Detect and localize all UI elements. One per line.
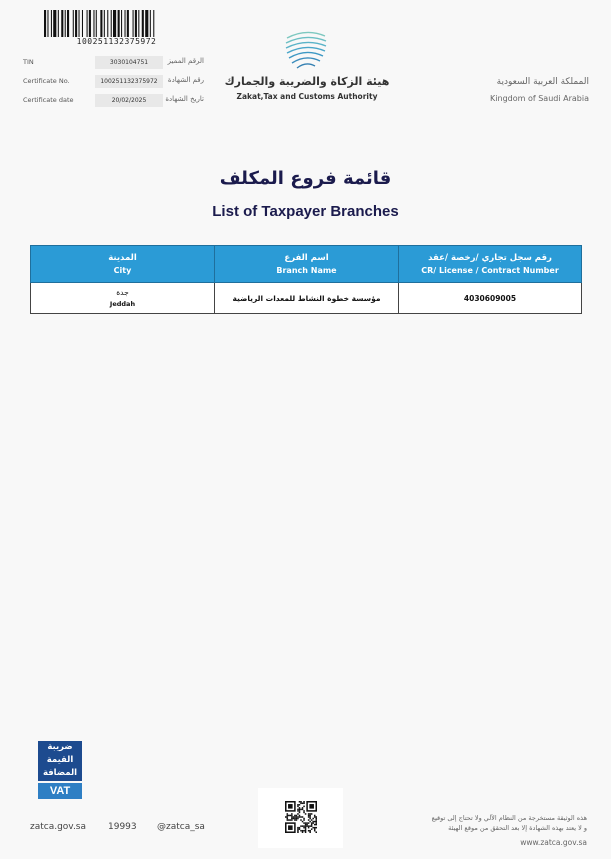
vat-logo (38, 741, 82, 799)
footer-website: zatca.gov.sa (30, 822, 87, 832)
certificate-number-label-ar: رقم الشهادة (167, 76, 204, 84)
page-title-en: List of Taxpayer Branches (212, 203, 399, 220)
cert-row-tin (20, 55, 204, 74)
footer-notice (347, 813, 587, 833)
vat-logo-ar (38, 741, 82, 781)
authority-name-en: Zakat,Tax and Customs Authority (236, 92, 378, 101)
tin-value: 3030104751 (95, 56, 163, 69)
vat-logo-ar-line3: المضافة (42, 768, 78, 778)
tin-label: TIN (23, 58, 34, 66)
cell-city-en: Jeddah (109, 300, 136, 308)
footer-handle: @zatca_sa (157, 822, 205, 832)
cell-cr-number: 4030609005 (399, 283, 582, 314)
vat-logo-en: VAT (38, 783, 82, 799)
header-branch-name-en: Branch Name (276, 266, 337, 275)
cell-city (31, 283, 215, 314)
certificate-date-value: 20/02/2025 (95, 94, 163, 107)
header-city-ar: المدينة (108, 253, 137, 263)
footer-notice-url: www.zatca.gov.sa (520, 838, 587, 847)
qr-code-icon (285, 801, 317, 833)
barcode-number: 100251132375972 (44, 37, 189, 46)
certificate-date-label-ar: تاريخ الشهادة (165, 95, 204, 103)
cert-row-date (20, 93, 204, 112)
header-city-en: City (113, 266, 132, 275)
footer-phone: 19993 (108, 822, 137, 832)
footer-notice-line1: هذه الوثيقة مستخرجة من النظام الآلي ولا تحتاج إلى توقيع (431, 814, 587, 822)
zatca-logo-icon (283, 28, 329, 72)
kingdom-name-ar: المملكة العربية السعودية (496, 77, 589, 87)
certificate-info (20, 55, 204, 112)
header-branch-name (215, 246, 399, 283)
certificate-date-label: Certificate date (23, 96, 74, 104)
header-city (31, 246, 215, 283)
page-title-ar: قائمة فروع المكلف (219, 168, 392, 189)
cert-row-number (20, 74, 204, 93)
header-branch-name-ar: اسم الفرع (284, 253, 329, 263)
header-cr-number-en: CR/ License / Contract Number (421, 266, 559, 275)
kingdom-name-en: Kingdom of Saudi Arabia (490, 94, 589, 103)
vat-logo-ar-line1: ضريبة (47, 742, 73, 752)
vat-logo-ar-line2: القيمة (46, 755, 74, 765)
tin-label-ar: الرقم المميز (167, 57, 204, 65)
header-cr-number (399, 246, 582, 283)
cell-city-ar: جدة (116, 288, 129, 297)
certificate-number-value: 100251132375972 (95, 75, 163, 88)
table-header-row (31, 246, 582, 283)
table-row (31, 283, 582, 314)
footer-notice-line2: و لا يعتد بهذه الشهادة إلا بعد التحقق من موقع الهيئة (448, 824, 587, 832)
authority-name-ar: هيئة الزكاة والضريبة والجمارك (224, 75, 390, 88)
header-cr-number-ar: رقم سجل تجاري /رخصة /عقد (428, 253, 552, 263)
branches-table (30, 245, 582, 314)
certificate-number-label: Certificate No. (23, 77, 70, 85)
cell-branch-name: مؤسسة خطوة النشاط للمعدات الرياضية (215, 283, 399, 314)
